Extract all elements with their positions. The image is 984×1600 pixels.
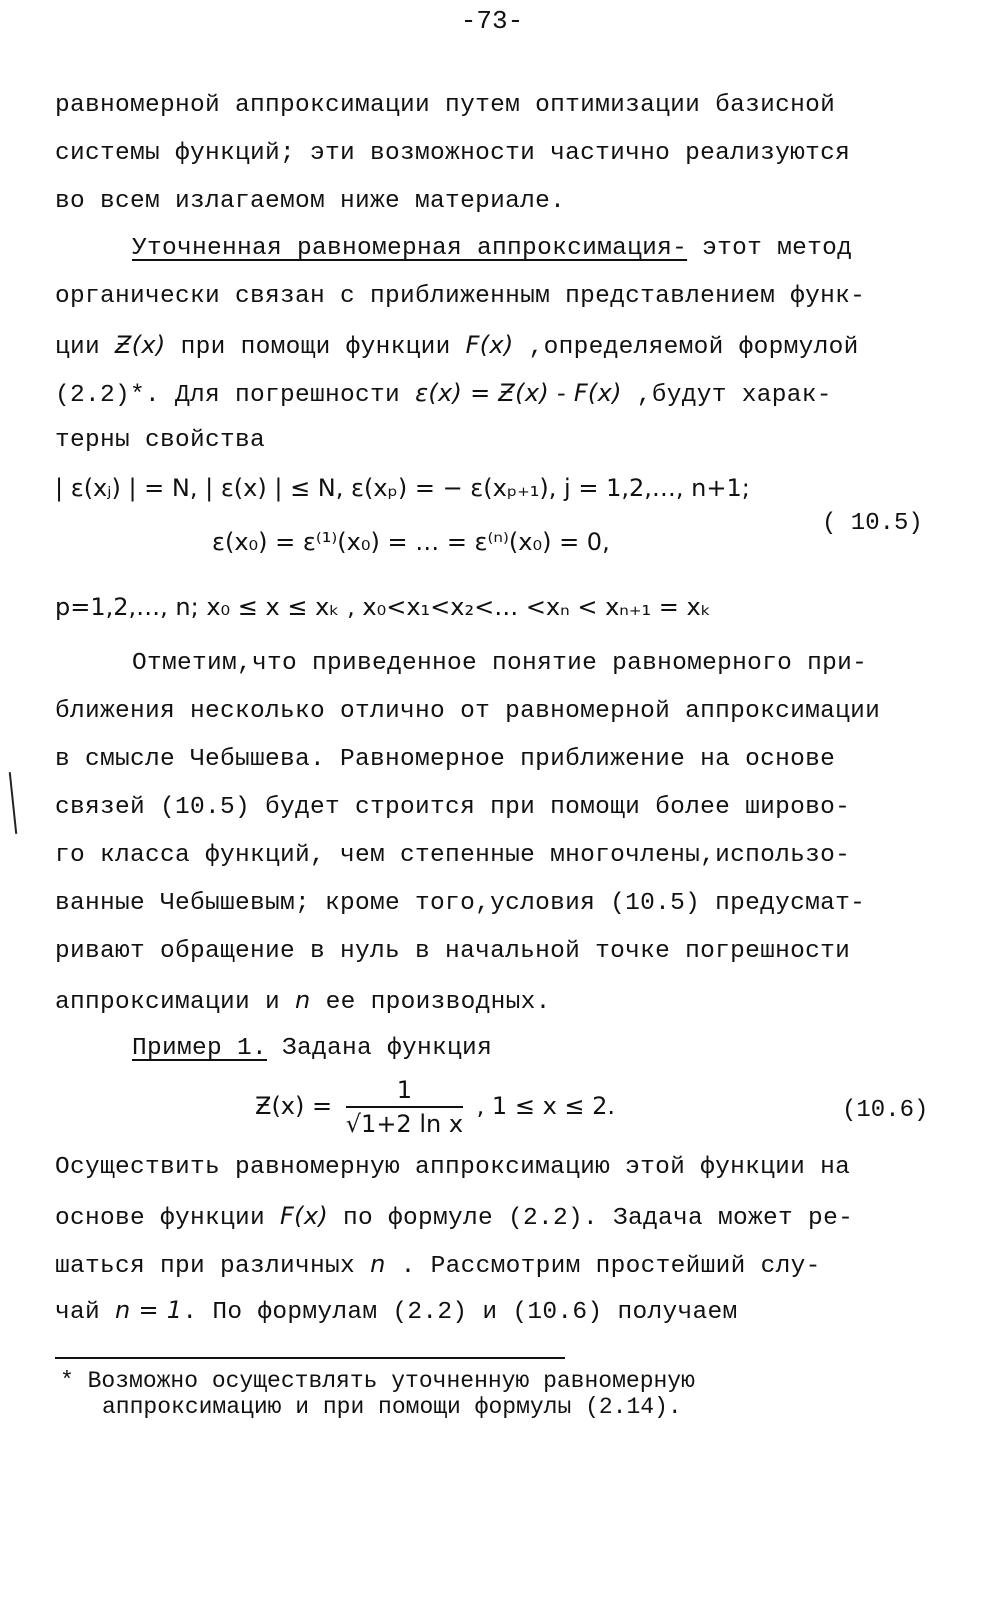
text-span: . По формулам (2.2) и (10.6) получаем: [182, 1299, 738, 1326]
equation-10-6: [255, 1076, 615, 1138]
text-span: основе функции: [55, 1205, 281, 1232]
text-span: Задана функция: [267, 1035, 493, 1062]
footnote-line: аппроксимацию и при помощи формулы (2.14).: [102, 1394, 682, 1420]
math-n: n: [295, 986, 311, 1014]
text-span: этот метод: [687, 235, 853, 262]
text-span: при помощи функции: [165, 334, 466, 361]
text-line: равномерной аппроксимации путем оптимизации базисной: [55, 92, 836, 119]
text-line: [55, 379, 832, 409]
fraction: [346, 1076, 463, 1138]
text-line: системы функций; эти возможности частично реализуются: [55, 140, 851, 167]
math-z-of-x: Ƶ(x): [115, 331, 166, 359]
equation-range: , 1 ≤ x ≤ 2.: [476, 1092, 616, 1120]
text-span: аппроксимации и: [55, 989, 296, 1016]
math-error-def: ε(x) = Ƶ(x) - F(x): [415, 379, 622, 407]
text-span: ции: [55, 334, 116, 361]
text-line: ривают обращение в нуль в начальной точке погрешности: [55, 938, 851, 965]
footnote-line: * Возможно осуществлять уточненную равномерную: [60, 1368, 695, 1394]
text-span: чай: [55, 1299, 116, 1326]
text-line: [55, 1296, 737, 1326]
equation-10-5-row2: ε(x₀) = ε⁽¹⁾(x₀) = … = ε⁽ⁿ⁾(x₀) = 0,: [212, 528, 610, 556]
math-f-of-x: F(x): [465, 331, 514, 359]
section-heading: Уточненная равномерная аппроксимация-: [132, 235, 688, 262]
text-span: . Рассмотрим простейший слу-: [385, 1253, 821, 1280]
footnote-rule: [55, 1357, 565, 1359]
equation-10-5-row1: | ε(xⱼ) | = N, | ε(x) | ≤ N, ε(xₚ) = − ε(xₚ₊₁), j = 1,2,…, n+1;: [55, 474, 750, 502]
text-line: Осуществить равномерную аппроксимацию этой функции на: [55, 1154, 851, 1181]
equation-number: ( 10.5): [822, 510, 923, 537]
page-number: -73-: [460, 6, 524, 36]
math-f-of-x: F(x): [280, 1202, 328, 1230]
margin-mark: [9, 772, 17, 834]
text-span: ,определяемой формулой: [513, 334, 859, 361]
text-line: [55, 331, 859, 361]
text-line: [55, 986, 551, 1016]
text-line: [132, 235, 852, 262]
example-label: Пример 1.: [132, 1035, 268, 1062]
text-line: [55, 1202, 853, 1232]
text-line: ближения несколько отлично от равномерной аппроксимации: [55, 698, 881, 725]
equation-10-5-row3: p=1,2,…, n; x₀ ≤ x ≤ xₖ , x₀<x₁<x₂<… <xₙ < xₙ₊₁ = xₖ: [55, 593, 711, 621]
equation-lhs: Ƶ(x) =: [255, 1092, 333, 1120]
text-span: шаться при различных: [55, 1253, 371, 1280]
text-line: терны свойства: [55, 427, 266, 454]
text-span: (2.2)*. Для погрешности: [55, 382, 416, 409]
text-line: органически связан с приближенным представлением функ-: [55, 283, 866, 310]
text-span: по формуле (2.2). Задача может ре-: [327, 1205, 854, 1232]
text-line: в смысле Чебышева. Равномерное приближение на основе: [55, 746, 836, 773]
text-line: ванные Чебышевым; кроме того,условия (10.5) предусмат-: [55, 890, 866, 917]
fraction-denominator: √1+2 ln x: [345, 1110, 464, 1138]
text-span: ,будут харак-: [621, 382, 832, 409]
text-line: [132, 1035, 492, 1062]
math-n: n: [370, 1250, 386, 1278]
math-n-equals-1: n = 1: [115, 1296, 183, 1324]
text-line: [55, 1250, 821, 1280]
text-line: Отметим,что приведенное понятие равномерного при-: [132, 650, 868, 677]
text-span: ее производных.: [310, 989, 551, 1016]
text-line: го класса функций, чем степенные многочлены,использо-: [55, 842, 851, 869]
text-line: связей (10.5) будет строится при помощи более широво-: [55, 794, 851, 821]
text-line: во всем излагаемом ниже материале.: [55, 188, 566, 215]
fraction-numerator: 1: [346, 1076, 463, 1108]
equation-number: (10.6): [842, 1097, 929, 1124]
